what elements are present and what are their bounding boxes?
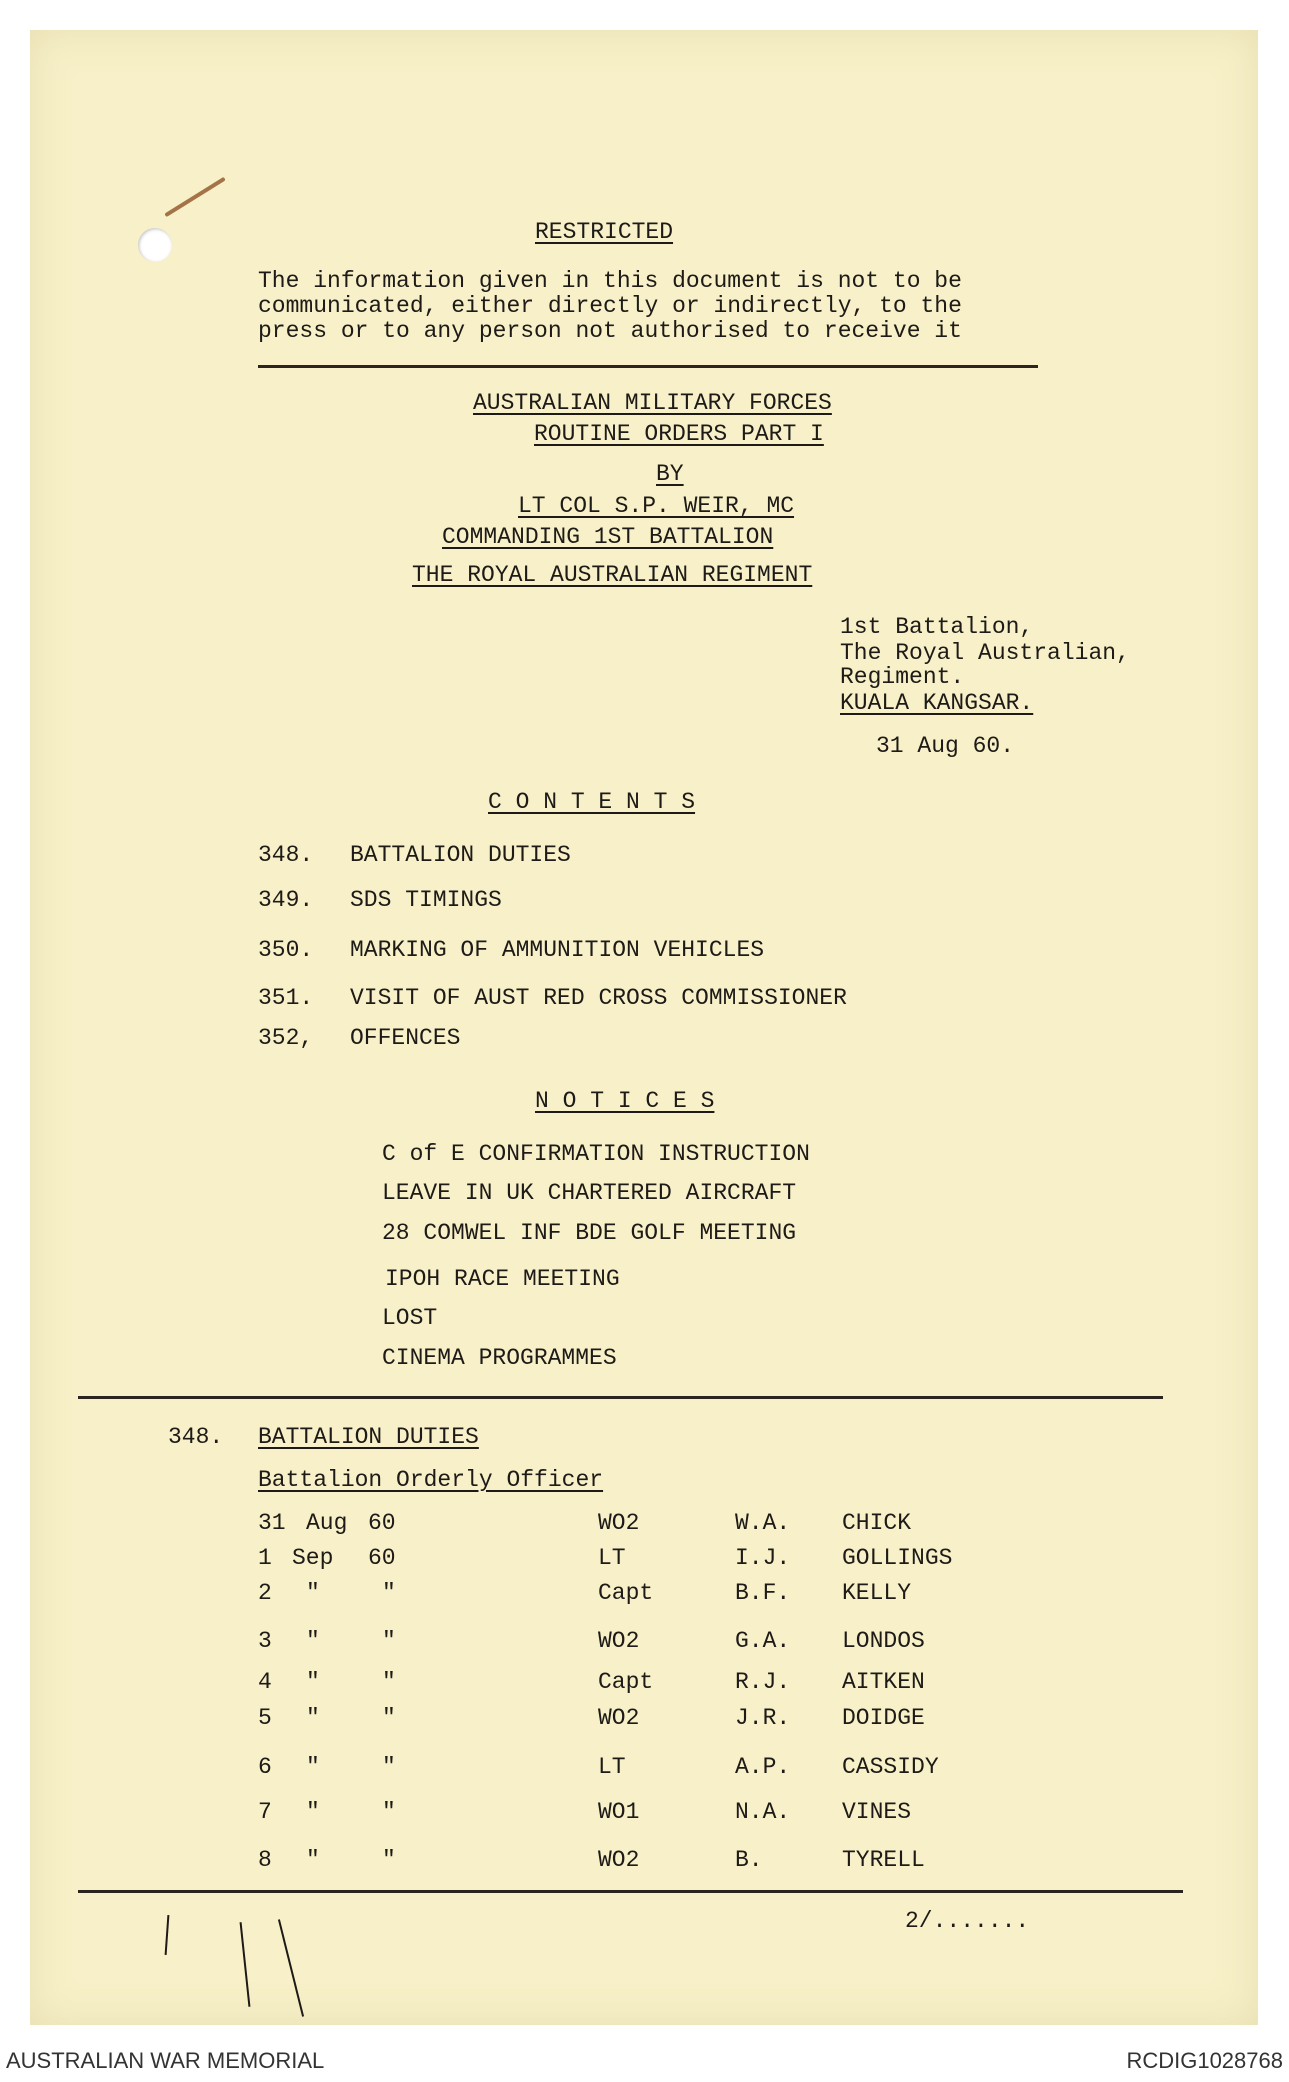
notice-item-2: LEAVE IN UK CHARTERED AIRCRAFT bbox=[382, 1180, 797, 1206]
roster-initials: W.A. bbox=[735, 1510, 791, 1536]
notice-item-4: IPOH RACE MEETING bbox=[385, 1266, 620, 1292]
divider-middle bbox=[78, 1396, 1163, 1399]
roster-name: TYRELL bbox=[842, 1847, 925, 1873]
contents-item-3: MARKING OF AMMUNITION VEHICLES bbox=[350, 937, 765, 963]
punch-hole bbox=[138, 228, 172, 262]
roster-month: " bbox=[306, 1669, 320, 1695]
roster-month: " bbox=[306, 1580, 320, 1606]
heading-line-2: ROUTINE ORDERS PART I bbox=[534, 421, 824, 447]
roster-initials: B. bbox=[735, 1847, 763, 1873]
contents-num-2: 349. bbox=[258, 887, 314, 913]
divider-top bbox=[258, 365, 1038, 368]
notice-item-5: LOST bbox=[382, 1305, 438, 1331]
roster-initials: A.P. bbox=[735, 1754, 791, 1780]
roster-name: LONDOS bbox=[842, 1628, 925, 1654]
notice-item-3: 28 COMWEL INF BDE GOLF MEETING bbox=[382, 1220, 797, 1246]
address-line-2: The Royal Australian, bbox=[840, 640, 1130, 666]
roster-year: 60 bbox=[368, 1545, 396, 1571]
roster-day: 31 bbox=[258, 1510, 286, 1536]
roster-initials: I.J. bbox=[735, 1545, 791, 1571]
roster-name: DOIDGE bbox=[842, 1705, 925, 1731]
roster-year: " bbox=[382, 1669, 396, 1695]
contents-item-1: BATTALION DUTIES bbox=[350, 842, 571, 868]
roster-month: " bbox=[306, 1705, 320, 1731]
notice-item-1: C of E CONFIRMATION INSTRUCTION bbox=[382, 1141, 810, 1167]
heading-line-6: THE ROYAL AUSTRALIAN REGIMENT bbox=[412, 562, 813, 588]
roster-initials: R.J. bbox=[735, 1669, 791, 1695]
roster-month: " bbox=[306, 1754, 320, 1780]
order-date: 31 Aug 60. bbox=[876, 733, 1015, 759]
divider-bottom bbox=[78, 1890, 1183, 1893]
roster-year: 60 bbox=[368, 1510, 396, 1536]
section-number: 348. bbox=[168, 1424, 224, 1450]
roster-name: CHICK bbox=[842, 1510, 912, 1536]
roster-initials: B.F. bbox=[735, 1580, 791, 1606]
notice-item-6: CINEMA PROGRAMMES bbox=[382, 1345, 617, 1371]
roster-day: 8 bbox=[258, 1847, 272, 1873]
contents-item-4: VISIT OF AUST RED CROSS COMMISSIONER bbox=[350, 985, 847, 1011]
contents-num-3: 350. bbox=[258, 937, 314, 963]
heading-line-4: LT COL S.P. WEIR, MC bbox=[518, 493, 795, 519]
address-line-3: Regiment. bbox=[840, 664, 965, 690]
notices-title: N O T I C E S bbox=[535, 1088, 715, 1114]
roster-name: KELLY bbox=[842, 1580, 912, 1606]
restriction-line-3: press or to any person not authorised to receive it bbox=[258, 318, 962, 344]
roster-name: VINES bbox=[842, 1799, 912, 1825]
contents-item-2: SDS TIMINGS bbox=[350, 887, 502, 913]
roster-name: GOLLINGS bbox=[842, 1545, 953, 1571]
contents-item-5: OFFENCES bbox=[350, 1025, 461, 1051]
restricted-title: RESTRICTED bbox=[535, 219, 674, 245]
roster-year: " bbox=[382, 1705, 396, 1731]
continuation-marker: 2/....... bbox=[905, 1908, 1030, 1934]
roster-rank: WO2 bbox=[598, 1847, 640, 1873]
roster-rank: WO2 bbox=[598, 1510, 640, 1536]
roster-month: " bbox=[306, 1628, 320, 1654]
roster-day: 3 bbox=[258, 1628, 272, 1654]
contents-num-4: 351. bbox=[258, 985, 314, 1011]
roster-name: AITKEN bbox=[842, 1669, 925, 1695]
roster-day: 7 bbox=[258, 1799, 272, 1825]
section-subtitle: Battalion Orderly Officer bbox=[258, 1467, 604, 1493]
roster-rank: WO2 bbox=[598, 1628, 640, 1654]
contents-num-5: 352, bbox=[258, 1025, 314, 1051]
roster-month: Aug bbox=[306, 1510, 348, 1536]
roster-day: 2 bbox=[258, 1580, 272, 1606]
roster-year: " bbox=[382, 1580, 396, 1606]
roster-rank: LT bbox=[598, 1754, 626, 1780]
roster-year: " bbox=[382, 1628, 396, 1654]
footer-id: RCDIG1028768 bbox=[1126, 2048, 1283, 2073]
roster-initials: N.A. bbox=[735, 1799, 791, 1825]
roster-month: Sep bbox=[292, 1545, 334, 1571]
roster-year: " bbox=[382, 1847, 396, 1873]
roster-rank: WO2 bbox=[598, 1705, 640, 1731]
roster-month: " bbox=[306, 1847, 320, 1873]
roster-day: 6 bbox=[258, 1754, 272, 1780]
roster-year: " bbox=[382, 1754, 396, 1780]
contents-title: C O N T E N T S bbox=[488, 789, 696, 815]
roster-rank: Capt bbox=[598, 1580, 654, 1606]
heading-line-1: AUSTRALIAN MILITARY FORCES bbox=[473, 390, 832, 416]
roster-rank: WO1 bbox=[598, 1799, 640, 1825]
roster-day: 5 bbox=[258, 1705, 272, 1731]
roster-rank: Capt bbox=[598, 1669, 654, 1695]
heading-line-5: COMMANDING 1ST BATTALION bbox=[442, 524, 774, 550]
contents-num-1: 348. bbox=[258, 842, 314, 868]
roster-initials: J.R. bbox=[735, 1705, 791, 1731]
section-title: BATTALION DUTIES bbox=[258, 1424, 479, 1450]
roster-day: 4 bbox=[258, 1669, 272, 1695]
roster-year: " bbox=[382, 1799, 396, 1825]
heading-line-3: BY bbox=[656, 461, 684, 487]
footer-source: AUSTRALIAN WAR MEMORIAL bbox=[6, 2048, 325, 2073]
rust-mark bbox=[164, 177, 225, 217]
restriction-line-1: The information given in this document is not to be bbox=[258, 268, 962, 294]
roster-rank: LT bbox=[598, 1545, 626, 1571]
roster-month: " bbox=[306, 1799, 320, 1825]
roster-initials: G.A. bbox=[735, 1628, 791, 1654]
restriction-line-2: communicated, either directly or indirectly, to the bbox=[258, 293, 962, 319]
address-line-1: 1st Battalion, bbox=[840, 614, 1034, 640]
roster-day: 1 bbox=[258, 1545, 272, 1571]
address-line-4: KUALA KANGSAR. bbox=[840, 690, 1034, 716]
roster-name: CASSIDY bbox=[842, 1754, 939, 1780]
